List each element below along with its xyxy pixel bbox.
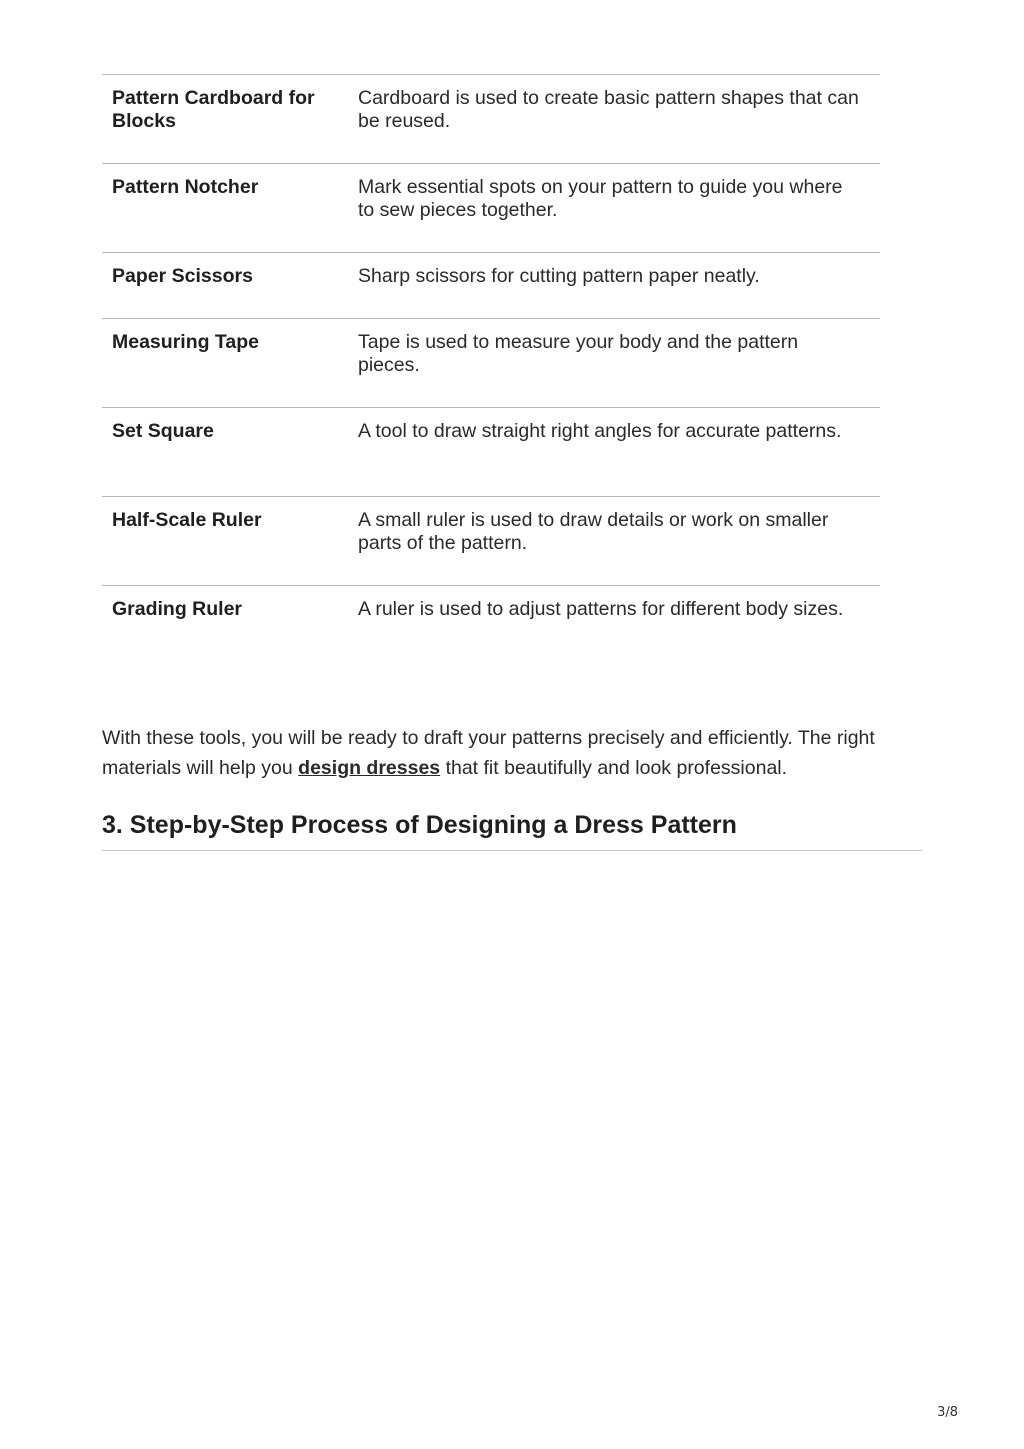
tool-name-cell: Grading Ruler: [112, 598, 243, 620]
design-dresses-link[interactable]: design dresses: [298, 757, 441, 779]
tool-name-cell: Paper Scissors: [102, 253, 348, 319]
page-number: 3/8: [937, 1405, 958, 1420]
tool-name-cell: Set Square: [102, 408, 348, 497]
table-row: [102, 253, 880, 319]
tool-description-cell: Tape is used to measure your body and the pattern pieces.: [348, 319, 880, 408]
tool-name-cell: Pattern Notcher: [102, 164, 348, 253]
tool-name-cell: Pattern Cardboard for Blocks: [102, 75, 348, 164]
tool-description-cell: A tool to draw straight right angles for accurate patterns.: [348, 408, 880, 497]
table-row: [102, 319, 880, 408]
tool-name-cell: Measuring Tape: [102, 319, 348, 408]
table-row: [102, 75, 880, 164]
table-row: [102, 586, 880, 675]
tool-description-cell: Sharp scissors for cutting pattern paper neatly.: [348, 253, 880, 319]
tool-description-cell: Mark essential spots on your pattern to guide you where to sew pieces together.: [348, 164, 880, 253]
table-row: [102, 408, 880, 497]
paragraph-text-after-link: that fit beautifully and look professional.: [440, 757, 788, 779]
tool-name-cell: Half-Scale Ruler: [102, 497, 348, 586]
body-paragraph: [102, 723, 932, 783]
tools-table: [102, 74, 880, 675]
tool-description-cell: A ruler is used to adjust patterns for different body sizes.: [358, 598, 844, 620]
table-row: [102, 164, 880, 253]
paragraph-text-before-link: With these tools, you will be ready to draft your patterns precisely and efficiently. The right materials will help you: [102, 727, 875, 779]
table-row: [102, 497, 880, 586]
tool-description-cell: Cardboard is used to create basic pattern shapes that can be reused.: [348, 75, 880, 164]
section-heading: 3. Step-by-Step Process of Designing a Dress Pattern: [102, 808, 922, 851]
tool-description-cell: A small ruler is used to draw details or work on smaller parts of the pattern.: [348, 497, 880, 586]
